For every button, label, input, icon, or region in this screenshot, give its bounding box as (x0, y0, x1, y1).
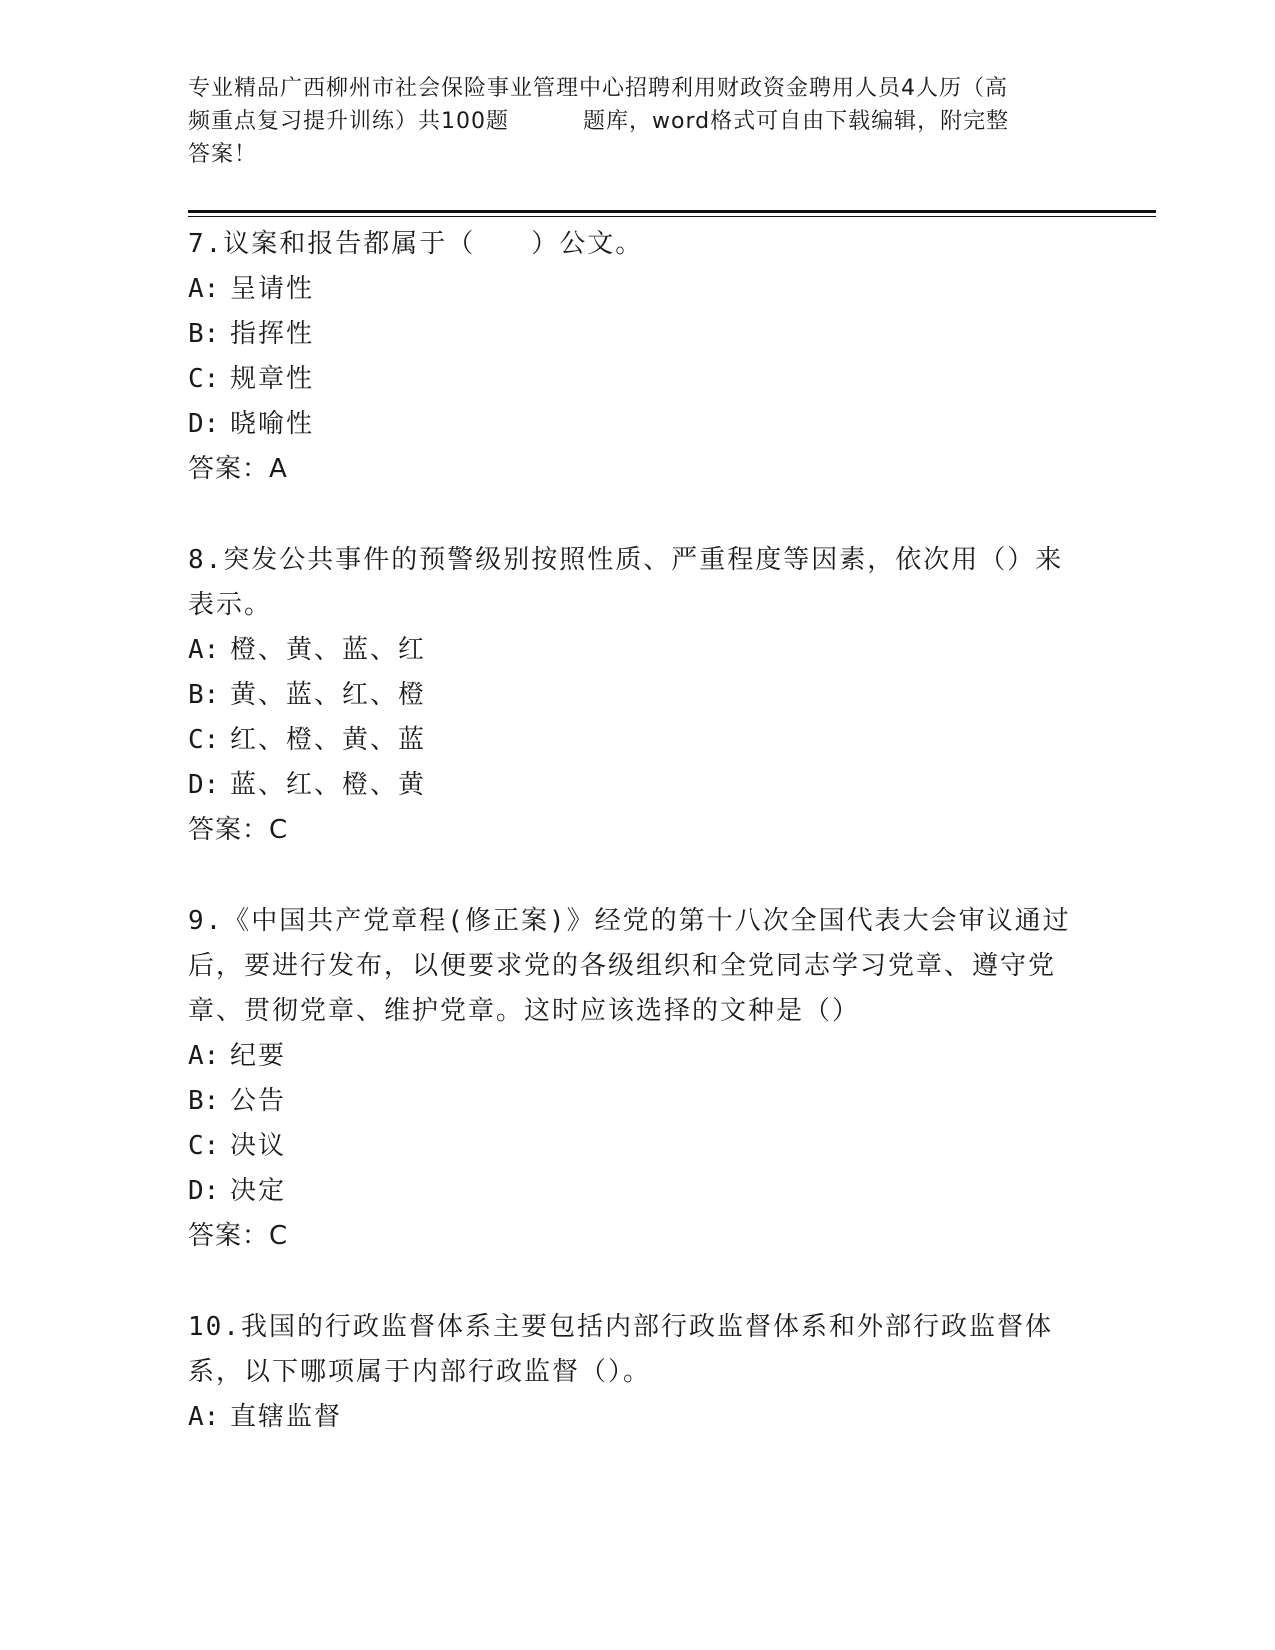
question-list (188, 222, 1088, 1486)
option-d (188, 763, 1088, 808)
option-letter: C: (188, 364, 220, 394)
question-stem: 8.突发公共事件的预警级别按照性质、严重程度等因素，依次用（）来表示。 (188, 545, 1064, 620)
option-text: 红、橙、黄、蓝 (230, 725, 427, 755)
question-stem: 7.议案和报告都属于（ ）公文。 (188, 229, 644, 259)
option-text: 公告 (230, 1086, 287, 1116)
question-stem: 10.我国的行政监督体系主要包括内部行政监督体系和外部行政监督体系，以下哪项属于内部行政监督（）。 (188, 1312, 1053, 1387)
option-letter: A: (188, 1402, 220, 1432)
header-divider-thin (188, 216, 1156, 217)
option-b (188, 1079, 1088, 1124)
header-line-2-part-1: 频重点复习提升训练）共100题 (188, 109, 509, 134)
header-line-2 (188, 105, 1088, 138)
option-text: 决定 (230, 1176, 287, 1206)
document-header (188, 72, 1088, 171)
option-text: 呈请性 (230, 274, 315, 304)
answer-line: 答案：C (188, 1221, 289, 1251)
option-text: 黄、蓝、红、橙 (230, 680, 427, 710)
question-stem: 9.《中国共产党章程(修正案)》经党的第十八次全国代表大会审议通过后，要进行发布，以便要求党的各级组织和全党同志学习党章、遵守党章、贯彻党章、维护党章。这时应该选择的文种是（） (188, 906, 1071, 1026)
question-8 (188, 538, 1088, 853)
option-c (188, 718, 1088, 763)
option-a (188, 267, 1088, 312)
option-letter: A: (188, 1041, 220, 1071)
header-line-2-part-2: 题库，word格式可自由下载编辑，附完整 (583, 109, 1010, 134)
option-c (188, 357, 1088, 402)
option-text: 橙、黄、蓝、红 (230, 635, 427, 665)
question-10 (188, 1305, 1088, 1440)
option-letter: B: (188, 319, 220, 349)
answer-line: 答案：C (188, 815, 289, 845)
option-letter: C: (188, 1131, 220, 1161)
option-a (188, 628, 1088, 673)
option-letter: B: (188, 680, 220, 710)
header-divider-thick (188, 210, 1156, 213)
option-letter: A: (188, 635, 220, 665)
question-9 (188, 899, 1088, 1259)
option-text: 蓝、红、橙、黄 (230, 770, 427, 800)
option-letter: B: (188, 1086, 220, 1116)
option-a (188, 1034, 1088, 1079)
header-line-1: 专业精品广西柳州市社会保险事业管理中心招聘利用财政资金聘用人员4人历（高 (188, 76, 1008, 101)
option-c (188, 1124, 1088, 1169)
option-text: 晓喻性 (230, 409, 315, 439)
option-a (188, 1395, 1088, 1440)
option-d (188, 402, 1088, 447)
question-7 (188, 222, 1088, 492)
option-letter: D: (188, 770, 220, 800)
option-letter: A: (188, 274, 220, 304)
option-text: 指挥性 (230, 319, 315, 349)
header-line-3: 答案！ (188, 142, 258, 167)
option-letter: D: (188, 409, 220, 439)
answer-line: 答案：A (188, 454, 288, 484)
option-text: 纪要 (230, 1041, 287, 1071)
option-text: 规章性 (230, 364, 315, 394)
option-letter: C: (188, 725, 220, 755)
option-letter: D: (188, 1176, 220, 1206)
option-text: 直辖监督 (230, 1402, 343, 1432)
option-text: 决议 (230, 1131, 287, 1161)
option-b (188, 673, 1088, 718)
option-d (188, 1169, 1088, 1214)
option-b (188, 312, 1088, 357)
